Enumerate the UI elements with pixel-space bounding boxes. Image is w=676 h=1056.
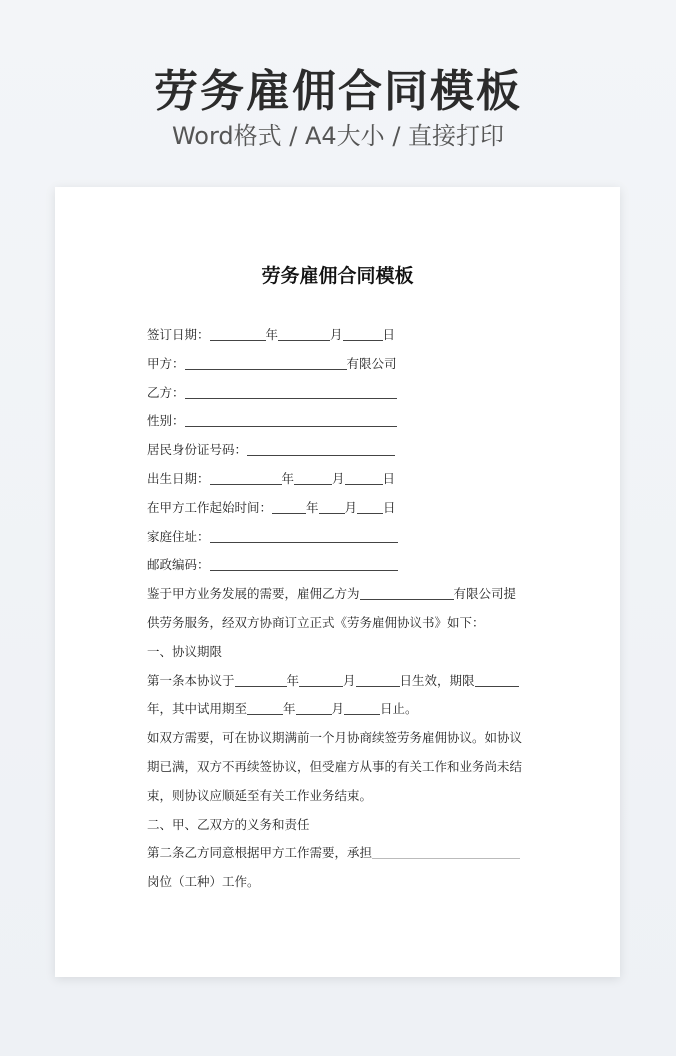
- year-label: 年: [283, 701, 296, 717]
- blank-line: [296, 699, 332, 715]
- banner-title: 劳务雇佣合同模板: [154, 66, 522, 117]
- paragraph-line: [147, 580, 531, 609]
- section-title: 一、协议期限: [147, 643, 223, 659]
- id-label: 居民身份证号码：: [147, 442, 248, 458]
- paragraph-text: 鉴于甲方业务发展的需要，雇佣乙方为: [147, 586, 360, 602]
- blank-line: [185, 411, 397, 427]
- blank-line: [345, 469, 383, 485]
- address-line: [147, 523, 531, 552]
- year-label: 年: [265, 327, 279, 342]
- sign-date-label: 签订日期：: [147, 327, 210, 342]
- blank-line: [210, 555, 398, 571]
- party-a-label: 甲方：: [147, 355, 185, 371]
- blank-line: [247, 699, 283, 715]
- paragraph-text: 日止。: [380, 701, 418, 717]
- document-body: [147, 321, 531, 897]
- blank-line: [185, 354, 347, 370]
- month-label: 月: [330, 327, 343, 342]
- section-title: 二、甲、乙双方的义务和责任: [147, 816, 310, 832]
- article-line: [147, 839, 531, 868]
- month-label: 月: [332, 470, 345, 486]
- banner-subtitle: Word格式 / A4大小 / 直接打印: [171, 122, 505, 150]
- blank-line: [278, 325, 330, 341]
- postcode-line: [147, 551, 531, 580]
- paragraph-line: [147, 753, 531, 782]
- month-label: 月: [343, 672, 356, 688]
- blank-line: [210, 325, 266, 341]
- postcode-label: 邮政编码：: [147, 557, 210, 573]
- year-label: 年: [306, 499, 319, 515]
- start-label: 在甲方工作起始时间：: [147, 499, 273, 515]
- blank-line: [210, 469, 282, 485]
- blank-line: [210, 527, 398, 543]
- paragraph-line: [147, 868, 531, 897]
- document-page: [55, 187, 620, 977]
- party-a-line: [147, 350, 531, 379]
- blank-line: [235, 671, 287, 687]
- paragraph-line: [147, 724, 531, 753]
- day-label: 日: [383, 499, 396, 515]
- article-line: [147, 695, 531, 724]
- blank-line: [357, 498, 383, 514]
- company-suffix: 有限公司: [346, 355, 397, 371]
- day-label: 日: [382, 327, 396, 342]
- address-label: 家庭住址：: [147, 528, 210, 544]
- blank-line: [185, 383, 397, 399]
- section-heading: [147, 638, 531, 667]
- paragraph-text: 束，则协议应顺延至有关工作业务结束。: [147, 787, 373, 803]
- blank-line: [319, 498, 345, 514]
- blank-line: [272, 498, 306, 514]
- article-line: [147, 667, 531, 696]
- paragraph-text: 期已满，双方不再续签协议，但受雇方从事的有关工作和业务尚未结: [147, 758, 523, 774]
- blank-line: [294, 469, 332, 485]
- id-line: [147, 436, 531, 465]
- blank-line: [360, 584, 454, 600]
- paragraph-text: 年，其中试用期至: [147, 701, 248, 717]
- paragraph-text: 有限公司提: [453, 586, 517, 602]
- month-label: 月: [331, 701, 345, 717]
- paragraph-text: 第二条乙方同意根据甲方工作需要，承担: [147, 845, 373, 861]
- gender-label: 性别：: [147, 413, 185, 429]
- paragraph-line: [147, 782, 531, 811]
- paragraph-text: 第一条本协议于: [147, 672, 235, 688]
- day-label: 日: [382, 470, 396, 486]
- paragraph-text: 日生效，期限: [399, 672, 475, 688]
- blank-line: [356, 671, 400, 687]
- sign-date-line: [147, 321, 531, 350]
- party-b-label: 乙方：: [147, 384, 185, 400]
- paragraph-text: 供劳务服务，经双方协商订立正式《劳务雇佣协议书》如下：: [147, 614, 485, 630]
- blank-line: [247, 440, 395, 456]
- start-time-line: [147, 494, 531, 523]
- year-label: 年: [281, 470, 295, 486]
- blank-line: [372, 843, 520, 859]
- paragraph-text: 如双方需要，可在协议期满前一个月协商续签劳务雇佣协议。如协议: [147, 730, 523, 746]
- blank-line: [344, 699, 380, 715]
- blank-line: [299, 671, 343, 687]
- blank-line: [475, 671, 519, 687]
- document-title: 劳务雇佣合同模板: [261, 265, 414, 287]
- blank-line: [343, 325, 383, 341]
- party-b-line: [147, 379, 531, 408]
- section-heading: [147, 811, 531, 840]
- birth-line: [147, 465, 531, 494]
- year-label: 年: [286, 672, 300, 688]
- paragraph-line: [147, 609, 531, 638]
- gender-line: [147, 407, 531, 436]
- birth-label: 出生日期：: [147, 470, 210, 486]
- paragraph-text: 岗位（工种）工作。: [147, 874, 260, 890]
- month-label: 月: [344, 499, 358, 515]
